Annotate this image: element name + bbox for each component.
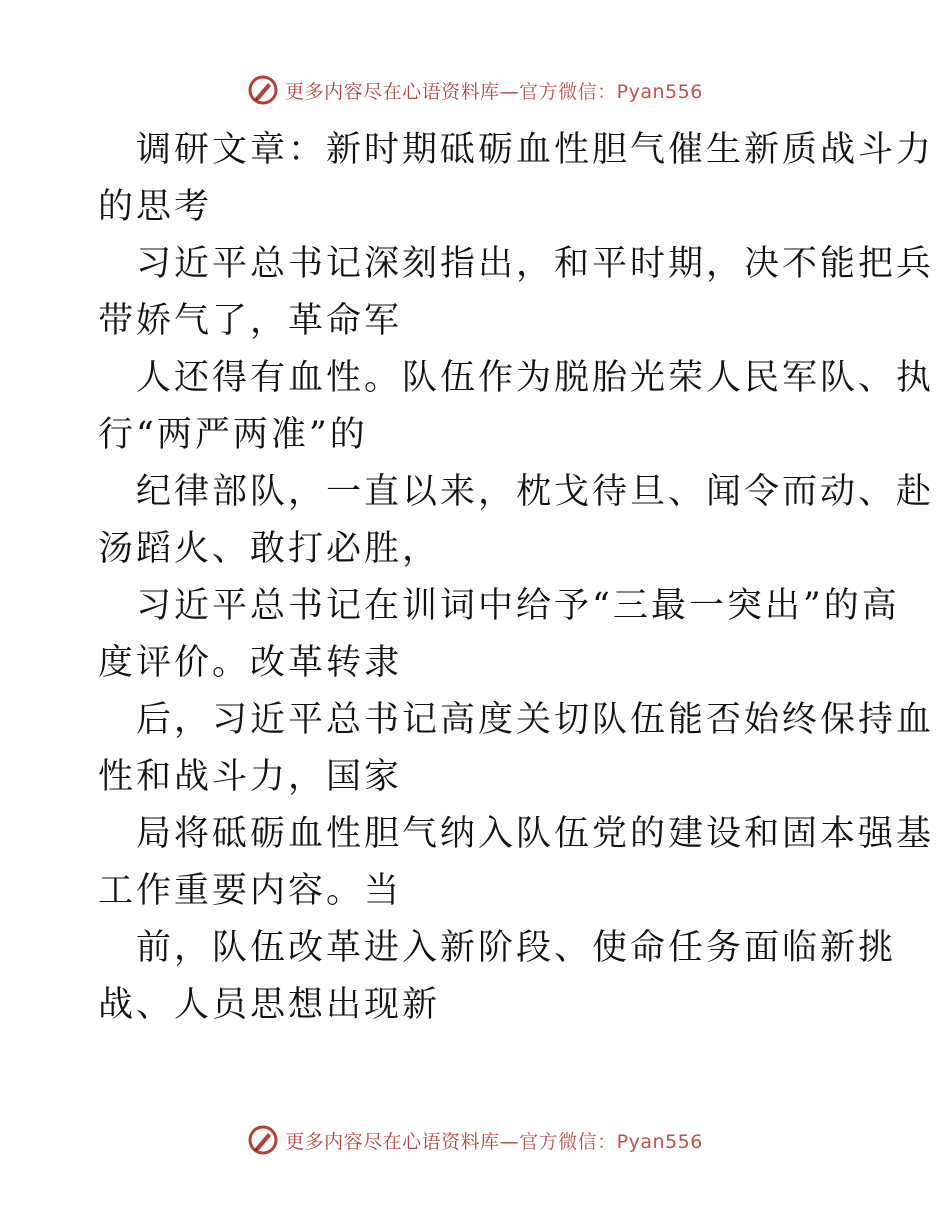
text-line: 带娇气了，革命军 [98,301,403,341]
header-banner-wechat: 官方微信：Pyan556 [519,80,703,103]
footer-banner-wechat: 官方微信：Pyan556 [519,1130,703,1153]
text-line: 人还得有血性。队伍作为脱胎光荣人民军队、执 [136,358,935,398]
text-line: 汤蹈火、敢打必胜， [98,529,441,569]
text-line: 纪律部队，一直以来，枕戈待旦、闻令而动、赴 [136,472,935,512]
footer-banner-main: 更多内容尽在心语资料库— [285,1130,520,1153]
text-line: 后，习近平总书记高度关切队伍能否始终保持血 [136,700,935,740]
document-body [98,122,935,1034]
text-line: 局将砥砺血性胆气纳入队伍党的建设和固本强基 [136,814,935,854]
text-line: 工作重要内容。当 [98,871,403,911]
page-footer-banner [0,1122,950,1158]
header-banner-text [285,77,703,104]
pen-logo-icon [247,74,279,106]
text-line: 度评价。改革转隶 [98,643,403,683]
text-line: 调研文章：新时期砥砺血性胆气催生新质战斗力 [136,130,935,170]
text-line: 前，队伍改革进入新阶段、使命任务面临新挑 [136,928,897,968]
text-line: 习近平总书记深刻指出，和平时期，决不能把兵 [136,244,935,284]
text-line: 习近平总书记在训词中给予“三最一突出”的高 [136,586,900,626]
footer-banner-text [285,1127,703,1154]
text-line: 战、人员思想出现新 [98,985,441,1025]
page-header-banner [0,72,950,108]
header-banner-main: 更多内容尽在心语资料库— [285,80,520,103]
text-line: 性和战斗力，国家 [98,757,403,797]
text-line: 的思考 [98,187,213,227]
text-line: 行“两严两准”的 [98,415,368,455]
pen-logo-icon [247,1124,279,1156]
